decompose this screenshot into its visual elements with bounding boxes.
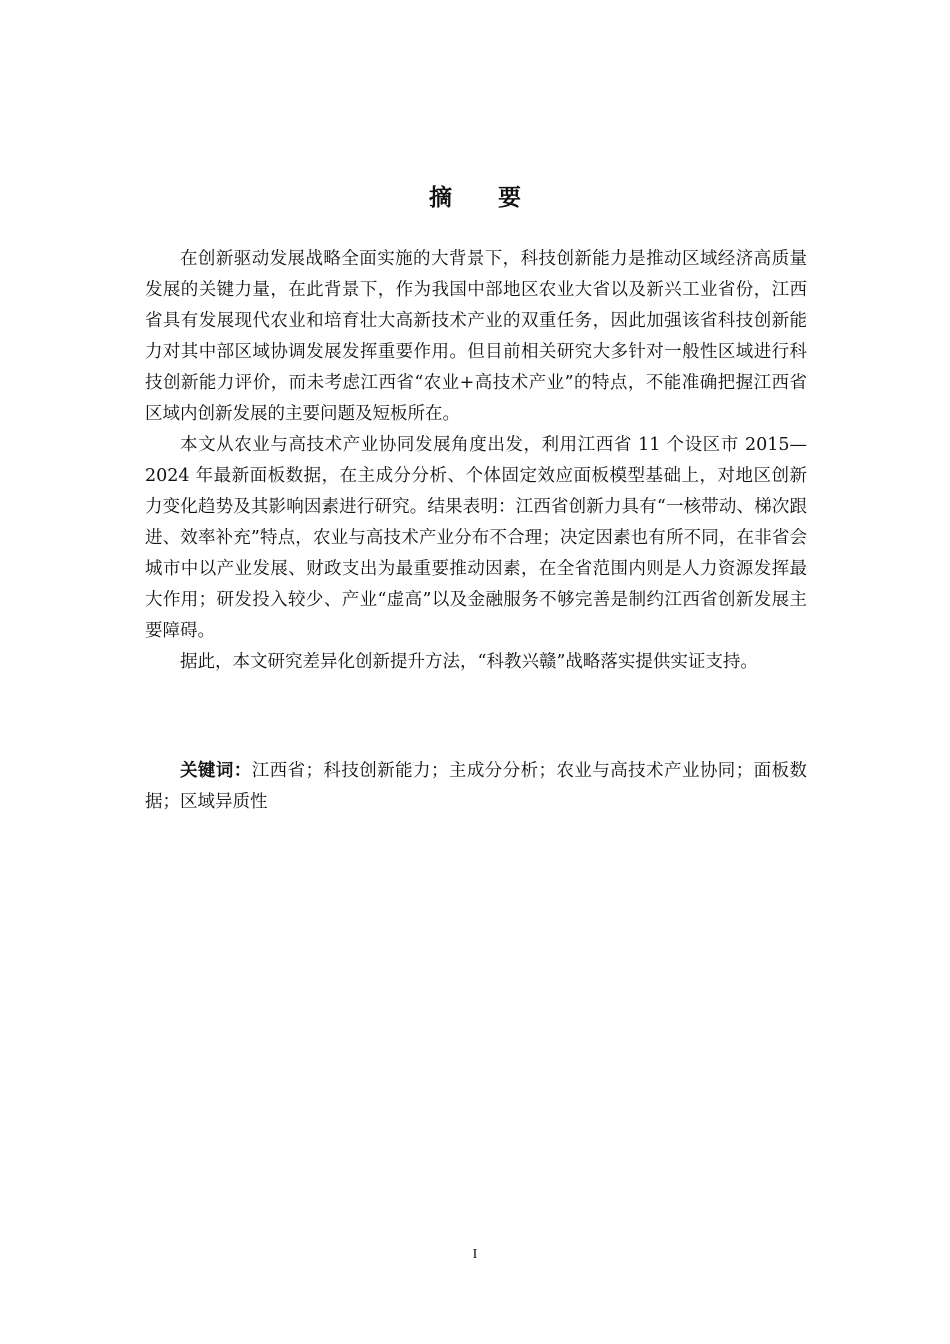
abstract-paragraph-2: 本文从农业与高技术产业协同发展角度出发，利用江西省 11 个设区市 2015—2024 年最新面板数据，在主成分分析、个体固定效应面板模型基础上，对地区创新力变化趋势及其影响因素进行研究。结果表明：江西省创新力具有“一核带动、梯次跟进、效率补充”特点，农业与高技术产业分布不合理；决定因素也有所不同，在非省会城市中以产业发展、财政支出为最重要推动因素，在全省范围内则是人力资源发挥最大作用；研发投入较少、产业“虚高”以及金融服务不够完善是制约江西省创新发展主要障碍。 — [145, 435, 807, 641]
abstract-body — [145, 244, 807, 678]
keywords-label: 关键词： — [180, 761, 252, 781]
abstract-title: 摘 要 — [428, 185, 540, 211]
keywords-text: 江西省；科技创新能力；主成分分析；农业与高技术产业协同；面板数据；区域异质性 — [145, 761, 808, 812]
abstract-paragraph-3: 据此，本文研究差异化创新提升方法，“科教兴赣”战略落实提供实证支持。 — [180, 652, 758, 672]
page-number: I — [472, 1247, 478, 1262]
abstract-paragraph-1: 在创新驱动发展战略全面实施的大背景下，科技创新能力是推动区域经济高质量发展的关键力量，在此背景下，作为我国中部地区农业大省以及新兴工业省份，江西省具有发展现代农业和培育壮大高新技术产业的双重任务，因此加强该省科技创新能力对其中部区域协调发展发挥重要作用。但目前相关研究大多针对一般性区域进行科技创新能力评价，而未考虑江西省“农业+高技术产业”的特点，不能准确把握江西省区域内创新发展的主要问题及短板所在。 — [145, 249, 807, 424]
keywords-section — [145, 756, 807, 818]
